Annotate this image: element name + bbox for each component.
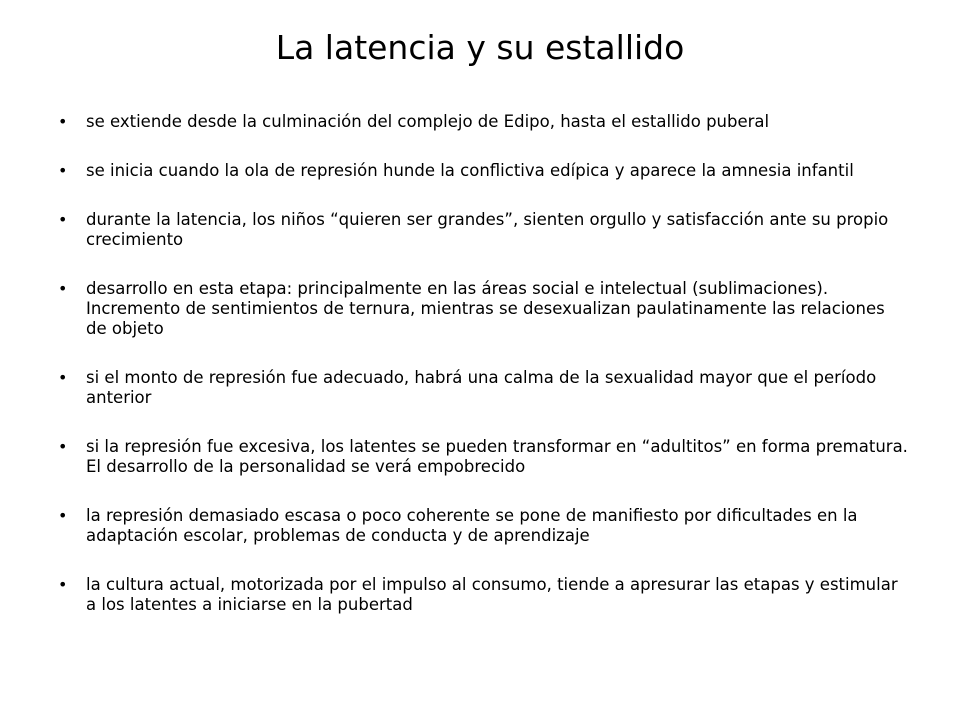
bullet-text: durante la latencia, los niños “quieren ser grandes”, sienten orgullo y satisfacción ante su propio crecimiento [86,210,889,249]
bullet-text: la cultura actual, motorizada por el impulso al consumo, tiende a apresurar las etapas y estimular a los latentes a iniciarse en la pubertad [86,575,898,614]
bullet-icon: • [58,575,68,594]
bullet-text: si el monto de represión fue adecuado, habrá una calma de la sexualidad mayor que el período anterior [86,368,877,407]
bullet-text: si la represión fue excesiva, los latentes se pueden transformar en “adultitos” en forma prematura. El desarrollo de la personalidad se verá empobrecido [86,437,908,476]
bullet-icon: • [58,279,68,298]
bullet-item [58,368,908,408]
bullet-icon: • [58,368,68,387]
bullet-item [58,161,908,181]
bullet-text: se extiende desde la culminación del complejo de Edipo, hasta el estallido puberal [86,112,770,131]
bullet-icon: • [58,506,68,525]
bullet-icon: • [58,161,68,180]
bullet-item [58,437,908,477]
bullet-item [58,279,908,339]
bullet-list [58,112,908,644]
bullet-text: la represión demasiado escasa o poco coherente se pone de manifiesto por dificultades en la adaptación escolar, problemas de conducta y de aprendizaje [86,506,858,545]
bullet-text: desarrollo en esta etapa: principalmente en las áreas social e intelectual (sublimaciones). Incremento de sentimientos de ternura, mientras se desexualizan paulatinamente las relaciones de objeto [86,279,885,338]
bullet-text: se inicia cuando la ola de represión hunde la conflictiva edípica y aparece la amnesia infantil [86,161,854,180]
bullet-item [58,210,908,250]
bullet-item [58,575,908,615]
slide-title: La latencia y su estallido [275,28,685,67]
bullet-item [58,112,908,132]
bullet-item [58,506,908,546]
bullet-icon: • [58,210,68,229]
bullet-icon: • [58,112,68,131]
bullet-icon: • [58,437,68,456]
